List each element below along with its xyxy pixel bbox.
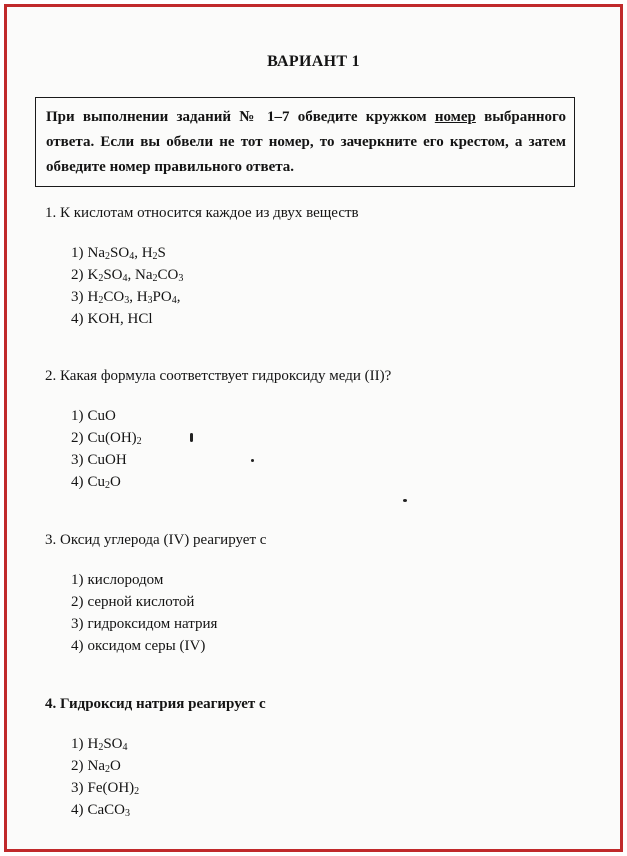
- instruction-text-end: выбранного ответа. Если вы обвели не тот номер, то зачеркните его крестом, а затем обведите номер правильного ответа.: [46, 109, 566, 175]
- question-4: [45, 694, 266, 821]
- question-prompt: 1. К кислотам относится каждое из двух веществ: [45, 205, 359, 221]
- option[interactable]: 2) серной кислотой: [71, 594, 195, 610]
- question-prompt: 4. Гидроксид натрия реагирует с: [45, 696, 266, 712]
- option[interactable]: 3) CuOH: [71, 452, 127, 468]
- options-list: [45, 242, 359, 330]
- instruction-box: [35, 97, 575, 187]
- option[interactable]: 2) $Na_2O$: [71, 758, 121, 775]
- instruction-text-start: При выполнении заданий № 1–7 обведите кружком: [46, 109, 435, 125]
- option[interactable]: 3) $Fe(OH)_2$: [71, 780, 140, 797]
- page-title: ВАРИАНТ 1: [267, 53, 360, 70]
- option[interactable]: 4) $Cu_2O$: [71, 474, 121, 491]
- question-prompt: 2. Какая формула соответствует гидроксиду меди (II)?: [45, 368, 392, 384]
- ink-speck: [403, 499, 407, 502]
- worksheet-page: [4, 4, 623, 852]
- option[interactable]: 3) гидроксидом натрия: [71, 616, 218, 632]
- option[interactable]: 2) $K_2SO_4$, $Na_2CO_3$: [71, 267, 184, 284]
- instruction-underlined-word: номер: [434, 109, 476, 125]
- question-2: [45, 366, 391, 493]
- option[interactable]: 3) $H_2CO_3$, $H_3PO_4$,: [71, 289, 181, 306]
- question-1: [45, 203, 359, 330]
- options-list: [45, 405, 391, 493]
- option[interactable]: 2) $Cu(OH)_2$: [71, 430, 142, 447]
- question-prompt: 3. Оксид углерода (IV) реагирует с: [45, 532, 267, 548]
- options-list: [45, 733, 266, 821]
- option[interactable]: 4) оксидом серы (IV): [71, 638, 206, 654]
- option[interactable]: 1) $Na_2SO_4$, $H_2S$: [71, 245, 166, 262]
- option[interactable]: 4) CaCO$_3$: [71, 802, 130, 819]
- options-list: [45, 569, 266, 657]
- option[interactable]: 1) $H_2SO_4$: [71, 736, 128, 753]
- option[interactable]: 4) KOH, HCl: [71, 311, 153, 327]
- option[interactable]: 1) кислородом: [71, 572, 164, 588]
- question-3: [45, 530, 266, 657]
- ink-speck: [190, 433, 193, 442]
- ink-speck: [251, 459, 254, 462]
- option[interactable]: 1) CuO: [71, 408, 116, 424]
